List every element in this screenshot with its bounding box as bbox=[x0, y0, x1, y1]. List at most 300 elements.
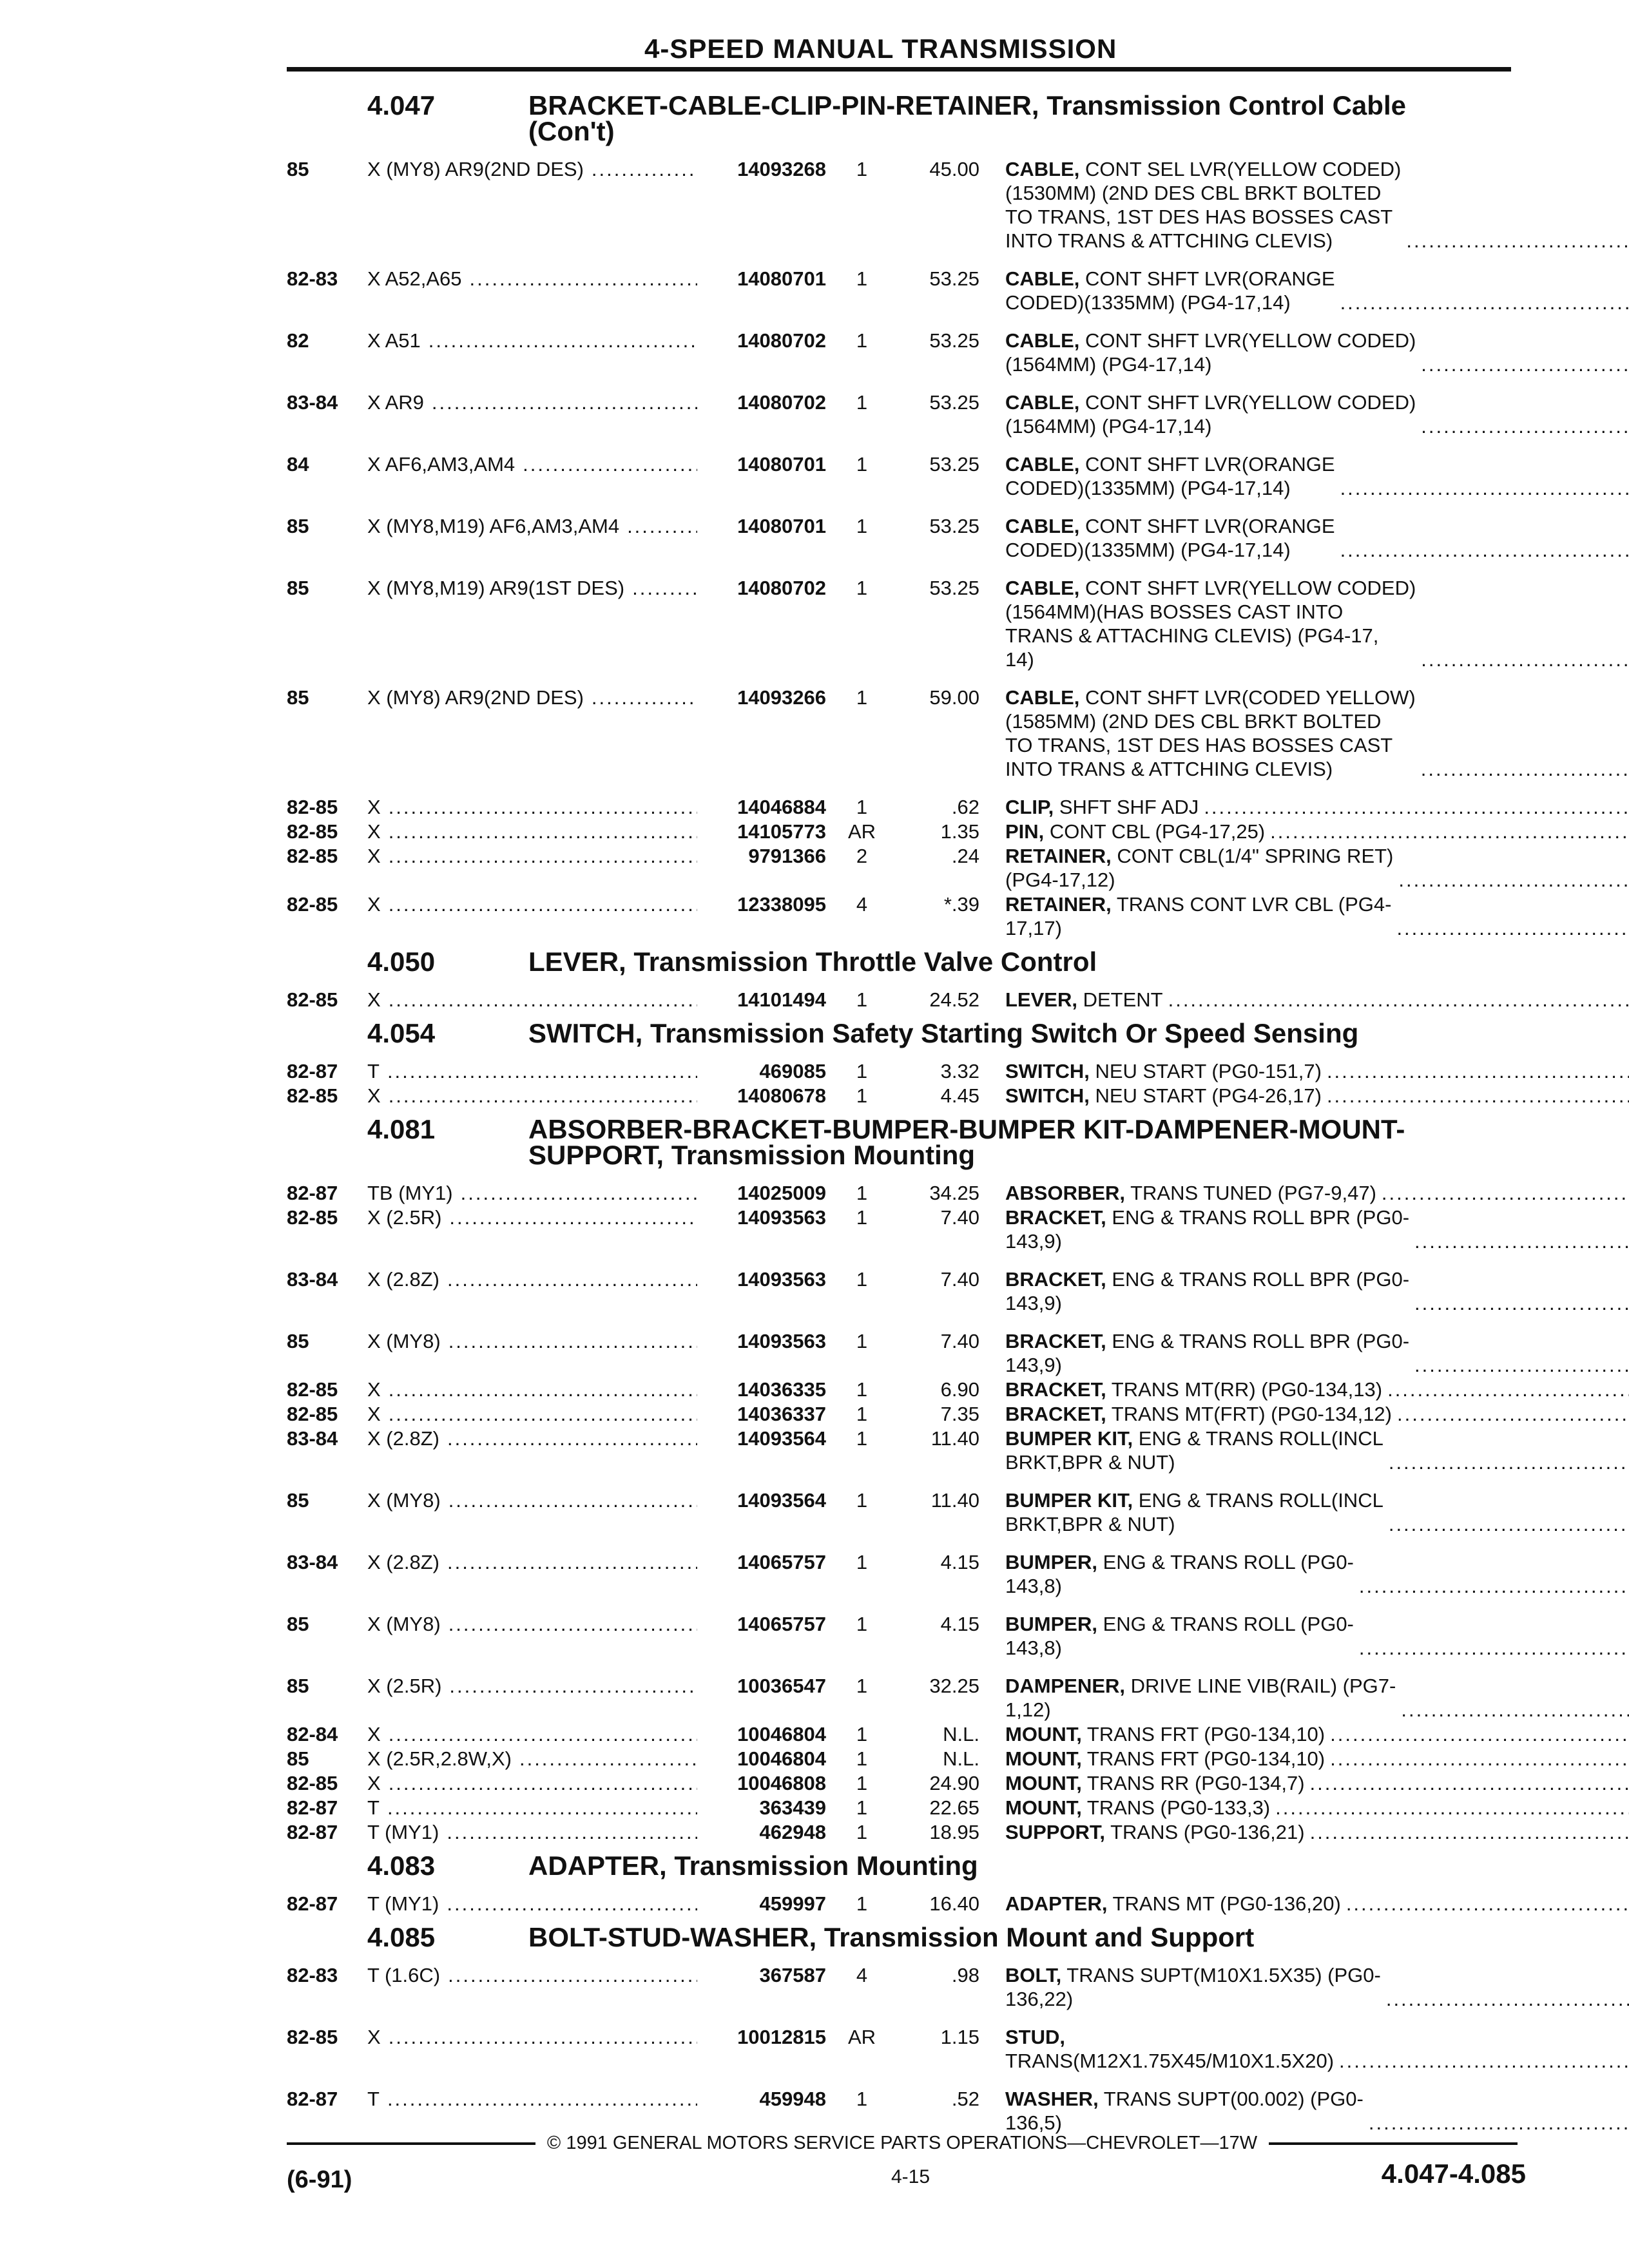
footer-section-range: 4.047-4.085 bbox=[1381, 2158, 1526, 2189]
model-year: 85 bbox=[287, 686, 309, 709]
part-number: 14065757 bbox=[737, 1613, 826, 1635]
model-code-text: T bbox=[367, 1796, 380, 1819]
price: 53.25 bbox=[929, 267, 979, 290]
description bbox=[979, 1181, 1629, 1205]
part-name: RETAINER, bbox=[1005, 845, 1112, 867]
section-heading bbox=[287, 1850, 1518, 1881]
dot-leader bbox=[389, 2025, 697, 2073]
section-title bbox=[528, 1018, 1518, 1048]
dot-leader bbox=[1334, 2049, 1629, 2073]
description-text bbox=[1005, 1059, 1322, 1083]
part-name: BRACKET, bbox=[1005, 1330, 1106, 1352]
description bbox=[979, 1488, 1629, 1536]
price: 4.15 bbox=[940, 1551, 979, 1573]
part-name: CABLE, bbox=[1005, 577, 1080, 599]
quantity: 1 bbox=[856, 1330, 868, 1352]
description bbox=[979, 844, 1629, 892]
section-heading bbox=[287, 949, 1518, 975]
dot-leader bbox=[519, 1747, 697, 1771]
part-number: 459997 bbox=[759, 1892, 826, 1915]
model-code-text: X (2.8Z) bbox=[367, 1551, 439, 1573]
model-code bbox=[367, 1267, 697, 1315]
section-title-text: BOLT-STUD-WASHER, Transmission Mount and Support bbox=[528, 1922, 1255, 1952]
table-row bbox=[287, 1771, 1518, 1795]
quantity: 1 bbox=[856, 391, 868, 414]
model-code bbox=[367, 1892, 697, 1916]
model-code-text: T (MY1) bbox=[367, 1892, 439, 1915]
description-detail: TRANS SUPT(00.002) (PG0- 136,5) bbox=[1005, 2088, 1364, 2134]
dot-leader bbox=[1354, 1636, 1629, 1660]
price: .24 bbox=[951, 845, 979, 867]
part-number: 14105773 bbox=[737, 820, 826, 843]
description-text bbox=[1005, 329, 1416, 376]
description-text bbox=[1005, 2025, 1334, 2073]
model-code-text: X (2.8Z) bbox=[367, 1427, 439, 1450]
model-year: 85 bbox=[287, 1675, 309, 1697]
table-row bbox=[287, 1059, 1518, 1083]
price: 6.90 bbox=[940, 1378, 979, 1401]
description bbox=[979, 1402, 1629, 1426]
description bbox=[979, 988, 1629, 1012]
table-row bbox=[287, 452, 1518, 500]
table-row bbox=[287, 329, 1518, 376]
dot-leader bbox=[448, 1488, 697, 1536]
part-number: 10046804 bbox=[737, 1723, 826, 1745]
dot-leader bbox=[523, 452, 697, 500]
description-detail: DETENT bbox=[1077, 988, 1163, 1011]
model-code bbox=[367, 267, 697, 314]
dot-leader bbox=[447, 1550, 697, 1598]
part-number: 10046808 bbox=[737, 1772, 826, 1794]
dot-leader bbox=[389, 1722, 697, 1746]
part-number: 14080701 bbox=[737, 515, 826, 537]
price: 32.25 bbox=[929, 1675, 979, 1697]
model-code-text: X (2.8Z) bbox=[367, 1268, 439, 1291]
table-row bbox=[287, 1796, 1518, 1820]
part-number: 14025009 bbox=[737, 1182, 826, 1204]
price: .52 bbox=[951, 2088, 979, 2110]
model-year: 85 bbox=[287, 1489, 309, 1512]
model-code-text: X (MY8,M19) AF6,AM3,AM4 bbox=[367, 515, 620, 537]
description-text bbox=[1005, 1796, 1270, 1820]
description-text bbox=[1005, 686, 1416, 781]
quantity: 1 bbox=[856, 1427, 868, 1450]
part-number: 14036337 bbox=[737, 1403, 826, 1425]
dot-leader bbox=[1322, 1084, 1629, 1108]
model-code bbox=[367, 1427, 697, 1474]
description-text bbox=[1005, 1747, 1325, 1771]
quantity: 1 bbox=[856, 2088, 868, 2110]
part-number: 14080702 bbox=[737, 329, 826, 352]
price: 16.40 bbox=[929, 1892, 979, 1915]
price: *.39 bbox=[943, 893, 979, 916]
model-year: 82-84 bbox=[287, 1723, 338, 1745]
section-title-text: BRACKET-CABLE-CLIP-PIN-RETAINER, Transmission Control Cable bbox=[528, 90, 1406, 120]
model-code-text: X A51 bbox=[367, 329, 421, 352]
description-detail: DRIVE LINE VIB(RAIL) (PG7- 1,12) bbox=[1005, 1675, 1396, 1721]
part-number: 459948 bbox=[759, 2088, 826, 2110]
description-detail: CONT SHFT LVR(ORANGE CODED)(1335MM) (PG4-17,14) bbox=[1005, 515, 1335, 561]
part-number: 14093564 bbox=[737, 1489, 826, 1512]
description bbox=[979, 1771, 1629, 1795]
part-number: 14080701 bbox=[737, 453, 826, 476]
model-code-text: X (2.5R) bbox=[367, 1206, 442, 1229]
table-row bbox=[287, 1892, 1518, 1916]
part-name: CABLE, bbox=[1005, 158, 1080, 180]
section-continued: (Con't) bbox=[528, 116, 615, 146]
model-code bbox=[367, 844, 697, 892]
table-row bbox=[287, 1820, 1518, 1844]
dot-leader bbox=[1341, 1892, 1629, 1916]
model-year: 83-84 bbox=[287, 1551, 338, 1573]
dot-leader bbox=[1325, 1722, 1629, 1746]
price: 7.40 bbox=[940, 1206, 979, 1229]
dot-leader bbox=[447, 1267, 697, 1315]
footer-date: (6-91) bbox=[287, 2166, 352, 2193]
dot-leader bbox=[389, 820, 697, 843]
model-code bbox=[367, 1059, 697, 1083]
part-name: MOUNT, bbox=[1005, 1723, 1082, 1745]
model-year: 85 bbox=[287, 577, 309, 599]
description-text bbox=[1005, 1722, 1325, 1746]
dot-leader bbox=[592, 157, 697, 253]
table-row bbox=[287, 844, 1518, 892]
description-detail: TRANS RR (PG0-134,7) bbox=[1081, 1772, 1305, 1794]
dot-leader bbox=[1416, 757, 1629, 781]
model-code bbox=[367, 2087, 697, 2135]
part-name: MOUNT, bbox=[1005, 1747, 1082, 1770]
parts-list bbox=[287, 84, 1518, 2135]
table-row bbox=[287, 390, 1518, 438]
quantity: 2 bbox=[856, 845, 868, 867]
model-code-text: X (MY8,M19) AR9(1ST DES) bbox=[367, 577, 625, 599]
description-detail: SHFT SHF ADJ bbox=[1054, 796, 1199, 818]
description-detail: TRANS CONT LVR CBL (PG4- 17,17) bbox=[1005, 893, 1392, 939]
price: 53.25 bbox=[929, 391, 979, 414]
dot-leader bbox=[389, 1771, 697, 1795]
model-code-text: T bbox=[367, 2088, 380, 2110]
dot-leader bbox=[1305, 1771, 1629, 1795]
dot-leader bbox=[389, 1084, 697, 1108]
dot-leader bbox=[1383, 1450, 1629, 1474]
description-text bbox=[1005, 1963, 1381, 2011]
description bbox=[979, 2025, 1629, 2073]
description bbox=[979, 1206, 1629, 1253]
description bbox=[979, 390, 1629, 438]
dot-leader bbox=[632, 576, 697, 671]
model-code bbox=[367, 452, 697, 500]
part-number: 14080701 bbox=[737, 267, 826, 290]
description bbox=[979, 892, 1629, 940]
model-year: 82-85 bbox=[287, 893, 338, 916]
model-year: 85 bbox=[287, 1747, 309, 1770]
table-row bbox=[287, 1427, 1518, 1474]
part-name: ADAPTER, bbox=[1005, 1892, 1108, 1915]
description bbox=[979, 1427, 1629, 1474]
part-name: ABSORBER, bbox=[1005, 1182, 1126, 1204]
dot-leader bbox=[389, 795, 697, 819]
description-detail: ENG & TRANS ROLL (PG0- 143,8) bbox=[1005, 1613, 1354, 1659]
description-text bbox=[1005, 1206, 1409, 1253]
table-row bbox=[287, 1378, 1518, 1401]
description-text bbox=[1005, 1402, 1392, 1426]
quantity: 1 bbox=[856, 1060, 868, 1082]
quantity: 1 bbox=[856, 1489, 868, 1512]
description-detail: TRANS TUNED (PG7-9,47) bbox=[1125, 1182, 1376, 1204]
model-year: 83-84 bbox=[287, 1268, 338, 1291]
part-number: 14036335 bbox=[737, 1378, 826, 1401]
section-title bbox=[528, 90, 1518, 146]
model-year: 82-85 bbox=[287, 1084, 338, 1107]
price: 4.15 bbox=[940, 1613, 979, 1635]
part-name: CABLE, bbox=[1005, 391, 1080, 414]
description bbox=[979, 2087, 1629, 2135]
description-detail: NEU START (PG4-26,17) bbox=[1089, 1084, 1322, 1107]
description-text bbox=[1005, 1550, 1354, 1598]
description-text bbox=[1005, 1267, 1409, 1315]
footer-copyright-line bbox=[287, 2133, 1518, 2154]
description-text bbox=[1005, 1488, 1383, 1536]
part-name: CABLE, bbox=[1005, 686, 1080, 709]
dot-leader bbox=[449, 1206, 697, 1253]
price: .62 bbox=[951, 796, 979, 818]
part-number: 14093563 bbox=[737, 1206, 826, 1229]
model-code bbox=[367, 1820, 697, 1844]
model-code-text: X (MY8) AR9(2ND DES) bbox=[367, 158, 584, 180]
description-text bbox=[1005, 157, 1401, 253]
model-code-text: X bbox=[367, 893, 381, 916]
section-title bbox=[528, 1114, 1518, 1170]
description-text bbox=[1005, 820, 1265, 843]
model-code-text: X bbox=[367, 796, 381, 818]
model-code bbox=[367, 892, 697, 940]
section-title-text: ADAPTER, Transmission Mounting bbox=[528, 1850, 978, 1881]
price: 11.40 bbox=[930, 1427, 979, 1450]
description bbox=[979, 329, 1629, 376]
dot-leader bbox=[387, 1796, 697, 1820]
model-year: 82-85 bbox=[287, 820, 338, 843]
model-year: 82-87 bbox=[287, 1821, 338, 1843]
dot-leader bbox=[448, 1612, 697, 1660]
dot-leader bbox=[1409, 1353, 1629, 1377]
description-text bbox=[1005, 844, 1393, 892]
price: 45.00 bbox=[929, 158, 979, 180]
dot-leader bbox=[592, 686, 697, 781]
description-text bbox=[1005, 1892, 1341, 1916]
table-row bbox=[287, 1488, 1518, 1536]
dot-leader bbox=[389, 988, 697, 1012]
dot-leader bbox=[1199, 795, 1629, 819]
quantity: 1 bbox=[856, 988, 868, 1011]
model-code-text: X (2.5R,2.8W,X) bbox=[367, 1747, 512, 1770]
description-detail: CONT SHFT LVR(YELLOW CODED) (1564MM) (PG4-17,14) bbox=[1005, 391, 1416, 437]
price: 1.35 bbox=[940, 820, 979, 843]
dot-leader bbox=[1381, 1987, 1629, 2011]
section-heading bbox=[287, 1018, 1518, 1048]
footer-rule-right bbox=[1269, 2142, 1518, 2145]
model-year: 85 bbox=[287, 158, 309, 180]
section-title-text: ABSORBER-BRACKET-BUMPER-BUMPER KIT-DAMPENER-MOUNT-SUPPORT, Transmission Mounting bbox=[528, 1114, 1405, 1170]
table-row bbox=[287, 1206, 1518, 1253]
part-name: MOUNT, bbox=[1005, 1772, 1082, 1794]
section-number: 4.050 bbox=[367, 947, 436, 977]
dot-leader bbox=[627, 514, 697, 562]
quantity: 1 bbox=[856, 1747, 868, 1770]
dot-leader bbox=[447, 1427, 697, 1474]
price: 3.32 bbox=[940, 1060, 979, 1082]
description-detail: ENG & TRANS ROLL BPR (PG0- 143,9) bbox=[1005, 1206, 1410, 1253]
price: 24.52 bbox=[929, 988, 979, 1011]
description-detail: TRANS MT(FRT) (PG0-134,12) bbox=[1106, 1403, 1392, 1425]
model-code-text: X (MY8) bbox=[367, 1613, 441, 1635]
description-detail: CONT SEL LVR(YELLOW CODED) (1530MM) (2ND DES CBL BRKT BOLTED TO TRANS, 1ST DES HAS BOSSES CAST INTO TRANS & ATTCHING CLEVIS) bbox=[1005, 158, 1402, 252]
part-number: 10036547 bbox=[737, 1675, 826, 1697]
table-row bbox=[287, 1722, 1518, 1746]
table-row bbox=[287, 2025, 1518, 2073]
description-detail: TRANS MT (PG0-136,20) bbox=[1107, 1892, 1341, 1915]
quantity: 1 bbox=[856, 1182, 868, 1204]
description bbox=[979, 452, 1629, 500]
section-heading bbox=[287, 1922, 1518, 1952]
price: 7.35 bbox=[940, 1403, 979, 1425]
model-year: 82-85 bbox=[287, 1403, 338, 1425]
quantity: 1 bbox=[856, 1551, 868, 1573]
table-row bbox=[287, 1747, 1518, 1771]
dot-leader bbox=[1393, 868, 1629, 892]
price: 53.25 bbox=[929, 329, 979, 352]
model-code bbox=[367, 2025, 697, 2073]
description-detail: CONT SHFT LVR(YELLOW CODED) (1564MM) (PG4-17,14) bbox=[1005, 329, 1416, 376]
quantity: 1 bbox=[856, 1892, 868, 1915]
model-code bbox=[367, 1771, 697, 1795]
part-number: 9791366 bbox=[748, 845, 826, 867]
model-code-text: X bbox=[367, 1403, 381, 1425]
description-detail: CONT SHFT LVR(ORANGE CODED)(1335MM) (PG4-17,14) bbox=[1005, 267, 1335, 314]
part-name: CLIP, bbox=[1005, 796, 1054, 818]
description bbox=[979, 1378, 1629, 1401]
part-name: BUMPER KIT, bbox=[1005, 1489, 1133, 1512]
section-heading bbox=[287, 90, 1518, 146]
description-text bbox=[1005, 1181, 1376, 1205]
dot-leader bbox=[429, 329, 697, 376]
part-name: CABLE, bbox=[1005, 329, 1080, 352]
description-detail: TRANS(M12X1.75X45/M10X1.5X20) bbox=[1005, 2050, 1335, 2072]
model-year: 82-85 bbox=[287, 988, 338, 1011]
quantity: 1 bbox=[856, 1796, 868, 1819]
dot-leader bbox=[1305, 1820, 1629, 1844]
model-year: 82-85 bbox=[287, 796, 338, 818]
description-text bbox=[1005, 1612, 1354, 1660]
model-code-text: X bbox=[367, 1723, 381, 1745]
quantity: 1 bbox=[856, 329, 868, 352]
price: N.L. bbox=[943, 1747, 979, 1770]
model-code-text: X (MY8) AR9(2ND DES) bbox=[367, 686, 584, 709]
dot-leader bbox=[1409, 1291, 1629, 1315]
table-row bbox=[287, 686, 1518, 781]
description-detail: CONT SHFT LVR(ORANGE CODED)(1335MM) (PG4-17,14) bbox=[1005, 453, 1335, 499]
model-year: 82-83 bbox=[287, 267, 338, 290]
description bbox=[979, 1612, 1629, 1660]
description bbox=[979, 1963, 1629, 2011]
model-year: 85 bbox=[287, 1330, 309, 1352]
part-name: SWITCH, bbox=[1005, 1060, 1090, 1082]
dot-leader bbox=[1392, 1402, 1629, 1426]
price: 7.40 bbox=[940, 1268, 979, 1291]
dot-leader bbox=[1364, 2111, 1629, 2135]
section-number: 4.054 bbox=[367, 1018, 436, 1048]
description bbox=[979, 1267, 1629, 1315]
description-detail: ENG & TRANS ROLL BPR (PG0- 143,9) bbox=[1005, 1268, 1410, 1314]
description bbox=[979, 1892, 1629, 1916]
part-name: LEVER, bbox=[1005, 988, 1077, 1011]
dot-leader bbox=[1354, 1574, 1629, 1598]
dot-leader bbox=[1270, 1796, 1629, 1820]
description-detail: TRANS FRT (PG0-134,10) bbox=[1081, 1747, 1325, 1770]
price: 22.65 bbox=[929, 1796, 979, 1819]
table-row bbox=[287, 1674, 1518, 1722]
description-text bbox=[1005, 1771, 1305, 1795]
description-detail: NEU START (PG0-151,7) bbox=[1089, 1060, 1322, 1082]
quantity: 1 bbox=[856, 515, 868, 537]
model-code bbox=[367, 1378, 697, 1401]
part-name: CABLE, bbox=[1005, 453, 1080, 476]
dot-leader bbox=[1325, 1747, 1629, 1771]
table-row bbox=[287, 988, 1518, 1012]
table-row bbox=[287, 1612, 1518, 1660]
part-number: 14080702 bbox=[737, 577, 826, 599]
description-text bbox=[1005, 1378, 1382, 1401]
section-title bbox=[528, 949, 1518, 975]
part-name: BRACKET, bbox=[1005, 1268, 1106, 1291]
dot-leader bbox=[389, 892, 697, 940]
section-heading bbox=[287, 1114, 1518, 1170]
description-detail: TRANS (PG0-136,21) bbox=[1105, 1821, 1305, 1843]
description-text bbox=[1005, 452, 1335, 500]
description bbox=[979, 1820, 1629, 1844]
quantity: 1 bbox=[856, 1675, 868, 1697]
part-number: 469085 bbox=[759, 1060, 826, 1082]
table-row bbox=[287, 1267, 1518, 1315]
description-detail: TRANS SUPT(M10X1.5X35) (PG0- 136,22) bbox=[1005, 1964, 1381, 2010]
dot-leader bbox=[389, 1378, 697, 1401]
model-year: 82-85 bbox=[287, 1378, 338, 1401]
model-code bbox=[367, 1722, 697, 1746]
dot-leader bbox=[470, 267, 697, 314]
description bbox=[979, 157, 1629, 253]
part-name: CABLE, bbox=[1005, 267, 1080, 290]
model-year: 82-87 bbox=[287, 1182, 338, 1204]
dot-leader bbox=[389, 1402, 697, 1426]
model-year: 85 bbox=[287, 515, 309, 537]
table-row bbox=[287, 514, 1518, 562]
description-text bbox=[1005, 892, 1391, 940]
quantity: 1 bbox=[856, 686, 868, 709]
description-detail: CONT CBL(1/4" SPRING RET) (PG4-17,12) bbox=[1005, 845, 1394, 891]
part-number: 14093266 bbox=[737, 686, 826, 709]
part-number: 14093564 bbox=[737, 1427, 826, 1450]
dot-leader bbox=[1335, 291, 1629, 314]
table-row bbox=[287, 795, 1518, 819]
part-number: 14093563 bbox=[737, 1268, 826, 1291]
model-year: 82-87 bbox=[287, 1060, 338, 1082]
part-name: PIN, bbox=[1005, 820, 1045, 843]
table-row bbox=[287, 820, 1518, 843]
description bbox=[979, 820, 1629, 843]
part-name: MOUNT, bbox=[1005, 1796, 1082, 1819]
description bbox=[979, 1796, 1629, 1820]
model-code bbox=[367, 1084, 697, 1108]
dot-leader bbox=[432, 390, 697, 438]
